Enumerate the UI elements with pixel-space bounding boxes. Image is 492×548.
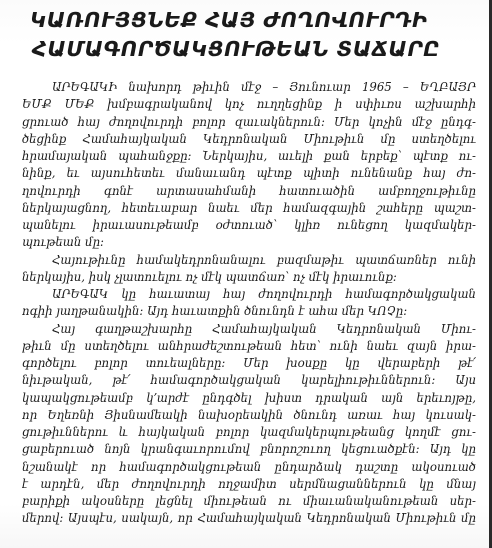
text-line: ԵՄՔ ՄԵՔ խմբագրականով կոչ ուղղեցինք ի սփիւռս աշխարհի	[22, 97, 476, 112]
text-line: հրամայական պահանջքը: Ներկայիս, աւելի քան երբեք՝ պէտք ու-	[22, 149, 476, 163]
text-line: ներկայիս, իսկ չլատուելու ոչ մէկ պատճառ՝ ոչ մէկ իրաւունք:	[22, 269, 397, 284]
text-line: նինք, եւ այսուհետեւ մանաւանդ պէտք պիտի ունենանք հայ ժո-	[22, 166, 476, 181]
text-line: նիւթական, թէ՛ համագործակցական կարելիութիւններուն: Այս	[22, 373, 476, 388]
text-line: ներկայացնող, հետեւաբար նաեւ մեր համազգային շահերը պաշտ-	[22, 200, 476, 215]
paragraph-1	[22, 79, 476, 252]
text-line: պութեան մը:	[22, 235, 104, 250]
text-line: գործելու բոլոր տուեալները: Մեր խօսքը կը վերաբերի թէ՛	[22, 356, 476, 370]
text-line: է արդէն, մեր ժողովուրդի ողջամիտ սերմնացաններուն կը մնայ	[22, 476, 476, 491]
text-line: ԱՐԵԳԱԿԻ նախորդ թիւին մէջ – Յունուար 1965 – ԵՂԲԱՅՐ	[52, 80, 476, 94]
text-line: մերով: Այսպէս, սակայն, որ Համահայկական Կեդրոնական Միութիւն մը	[22, 511, 476, 526]
paragraph-2	[22, 252, 476, 287]
text-line: որ Եղեռնի Յիսնամեակի նախօրեակին ծնունդ առաւ հայ կուսակ-	[22, 407, 476, 422]
text-line: ծեցինք Համահայկական Կեդրոնական Միութիւն մը ստեղծելու	[22, 131, 476, 146]
text-line: կապակցութեամբ կ՚արժէ ընդգծել խիստ դրական այն երեւոյթը,	[22, 390, 476, 405]
text-line: ցրուած հայ ժողովուրդի բոլոր զաւակներուն: Մեր կոչին մէջ ընդգ-	[22, 114, 476, 129]
paragraph-3	[22, 286, 476, 321]
text-line: պանելու իրաւասութեամբ օժտուած՝ կլիռ ունեցող կազմակեր-	[22, 218, 476, 232]
document-title	[30, 6, 470, 64]
text-line: ցութիւններու և հայկական բոլոր կազմակերպութեանց կողմէ ցու-	[22, 425, 476, 439]
text-line: Հայութիւնը համակեդրոնանալու բազմաթիւ պատճառներ ունի	[52, 252, 476, 267]
text-line: թիւն մը ստեղծելու անհրաժեշտութեան հետ՝ ունի նաեւ զայն իրա-	[22, 338, 476, 353]
title-line-2: ՀԱՄԱԳՈՐԾԱԿՑՈՒԹԵԱՆ ՏԱՃԱՐԸ	[32, 37, 441, 61]
text-line: նշանակէ որ համագործակցութեան ընդարձակ դաշտը ակօսուած	[22, 459, 476, 474]
text-line: Հայ գաղթաշխարհը Համահայկական Կեդրոնական Միու-	[52, 321, 476, 336]
text-line: բարիքի ակօսները լեցնել միութեան ու միաւանականութեան սեր-	[22, 494, 476, 508]
text-line: ղովուրդի գոնէ արտասահմանի հատուածին ամբողջութիւնը	[22, 183, 476, 198]
text-line: ոգիի յաղթանակին: Այդ հաւատքին ծնունդն է ահա մեր ԿՈՉը:	[22, 304, 408, 319]
article-body	[22, 79, 476, 528]
paragraph-4	[22, 321, 476, 528]
text-line: ԱՐԵԳԱԿ կը հաւատայ հայ ժողովուրդի համագործակցական	[52, 287, 476, 301]
text-line: ցաբերուած նոյն կրանգաւորումով բնորոշուող կեցուածքէն: Այդ կը	[22, 442, 476, 457]
title-line-1: ԿԱՌՈՒՅՑՆԵՔ ՀԱՅ ԺՈՂՈՎՈՒՐԴԻ	[30, 8, 428, 32]
